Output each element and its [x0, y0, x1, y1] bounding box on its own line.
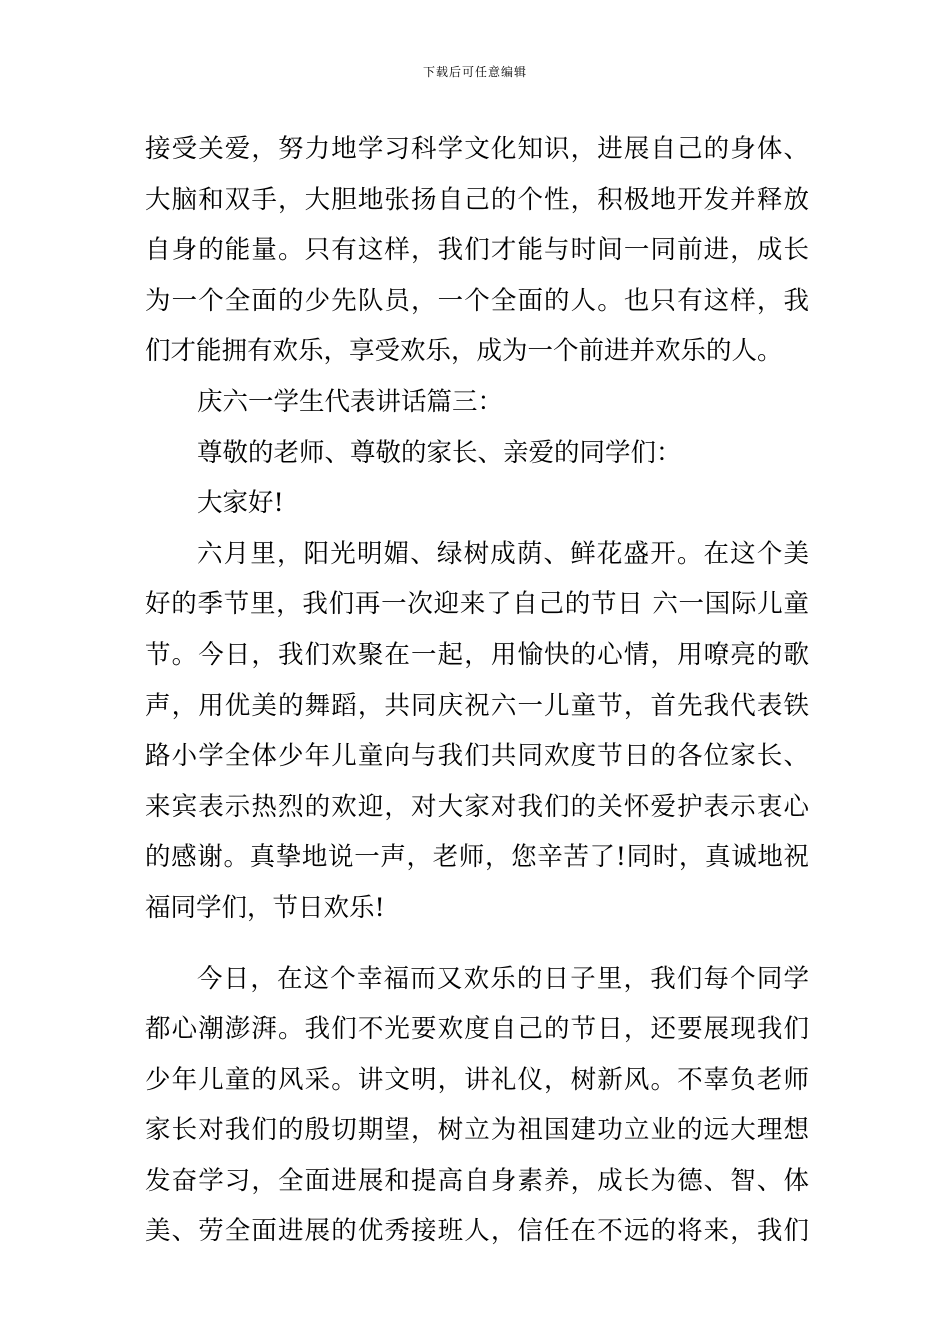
- text-line: 声，用优美的舞蹈，共同庆祝六一儿童节，首先我代表铁: [145, 690, 809, 721]
- greeting: 大家好!: [197, 488, 284, 519]
- text-line: 路小学全体少年儿童向与我们共同欢度节日的各位家长、: [145, 741, 809, 772]
- text-line: 好的季节里，我们再一次迎来了自己的节日 六一国际儿童: [145, 589, 809, 620]
- text-line: 自身的能量。只有这样，我们才能与时间一同前进，成长: [145, 235, 809, 266]
- text-line: 接受关爱，努力地学习科学文化知识，进展自己的身体、: [145, 134, 809, 164]
- text-line: 为一个全面的少先队员，一个全面的人。也只有这样，我: [145, 285, 809, 316]
- header-note: 下载后可任意编辑: [422, 65, 527, 79]
- text-line: 的感谢。真挚地说一声，老师，您辛苦了!同时，真诚地祝: [145, 842, 809, 873]
- text-line: 少年儿童的风采。讲文明，讲礼仪，树新风。不辜负老师: [145, 1064, 809, 1095]
- text-line: 发奋学习，全面进展和提高自身素养，成长为德、智、体: [145, 1165, 809, 1196]
- text-line: 来宾表示热烈的欢迎，对大家对我们的关怀爱护表示衷心: [145, 791, 809, 822]
- document-body: [145, 124, 809, 1257]
- text-line: 都心潮澎湃。我们不光要欢度自己的节日，还要展现我们: [145, 1014, 809, 1045]
- text-line: 家长对我们的殷切期望，树立为祖国建功立业的远大理想: [145, 1115, 809, 1146]
- text-line: 节。今日，我们欢聚在一起，用愉快的心情，用嘹亮的歌: [145, 639, 809, 670]
- text-line: 大脑和双手，大胆地张扬自己的个性，积极地开发并释放: [145, 184, 809, 215]
- paragraph-spacer: [145, 934, 809, 954]
- salutation: 尊敬的老师、尊敬的家长、亲爱的同学们：: [197, 437, 682, 468]
- text-line: 们才能拥有欢乐，享受欢乐，成为一个前进并欢乐的人。: [145, 336, 783, 367]
- text-line: 美、劳全面进展的优秀接班人，信任在不远的将来，我们: [145, 1216, 809, 1247]
- section-heading: 庆六一学生代表讲话篇三：: [197, 386, 504, 417]
- text-line: 福同学们，节日欢乐!: [145, 892, 385, 923]
- text-line: 六月里，阳光明媚、绿树成荫、鲜花盛开。在这个美: [197, 538, 809, 569]
- text-line: 今日，在这个幸福而又欢乐的日子里，我们每个同学: [197, 963, 809, 994]
